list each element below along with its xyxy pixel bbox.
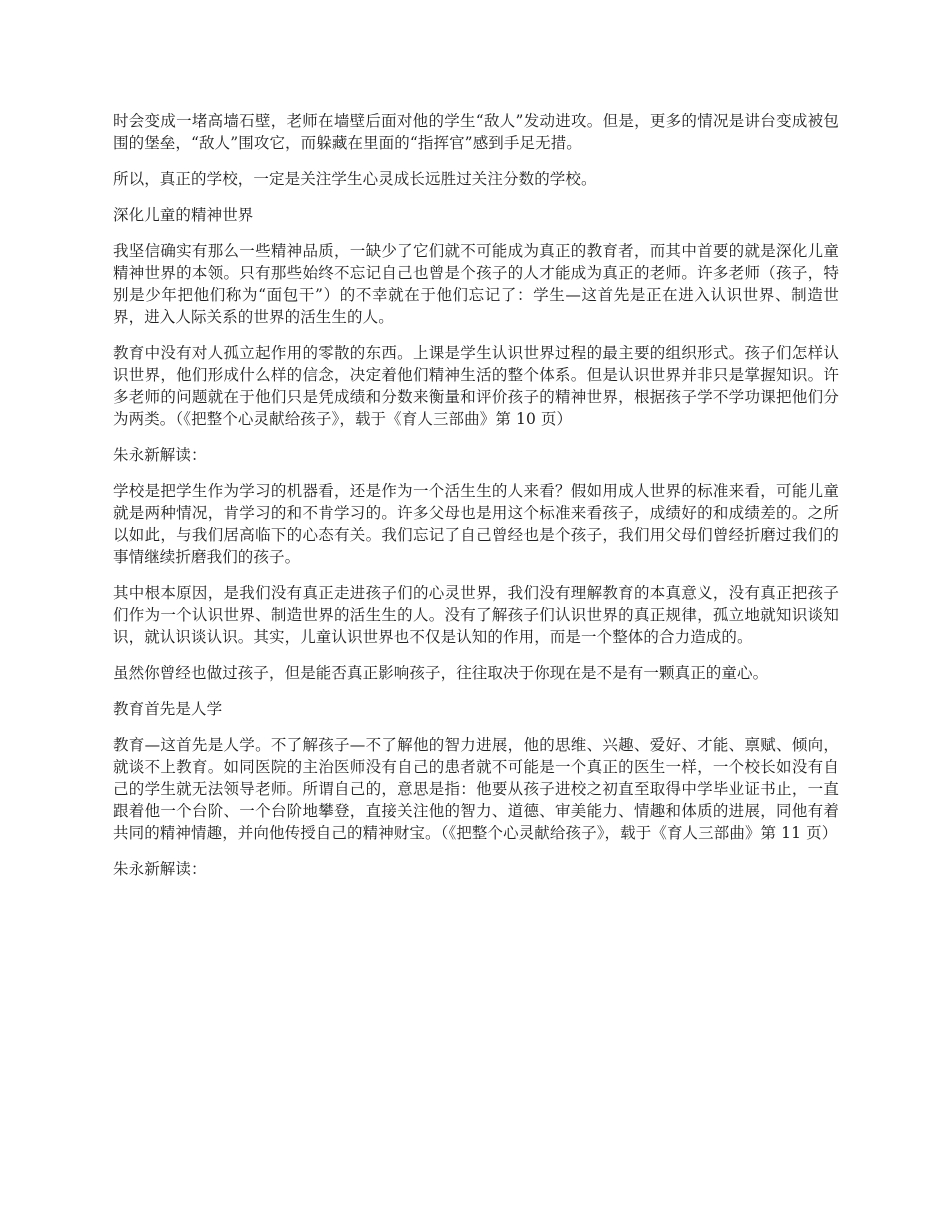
paragraph-interpretation-1c: 虽然你曾经也做过孩子，但是能否真正影响孩子，往往取决于你现在是不是有一颗真正的童心。 bbox=[113, 664, 769, 682]
section-heading-education-humanity: 教育首先是人学 bbox=[113, 700, 223, 718]
section-heading-deepen-spiritual-world: 深化儿童的精神世界 bbox=[113, 206, 254, 224]
paragraph-quote-2: 教育—这首先是人学。不了解孩子—不了解他的智力进展，他的思维、兴趣、爱好、才能、禀赋、倾向，就谈不上教育。如同医院的主治医师没有自己的患者就不可能是一个真正的医生一样，一个校长如没有自己的学生就无法领导老师。所谓自己的，意思是指：他要从孩子进校之初直至取得中学毕业证书止，一直跟着他一个台阶、一个台阶地攀登，直接关注他的智力、道德、审美能力、情趣和体质的进展，同他有着共同的精神情趣，并向他传授自己的精神财宝。（《把整个心灵献给孩子》，载于《育人三部曲》第 11 页） bbox=[113, 736, 839, 842]
interpretation-label-2: 朱永新解读： bbox=[113, 860, 207, 878]
paragraph-interpretation-1b: 其中根本原因，是我们没有真正走进孩子们的心灵世界，我们没有理解教育的本真意义，没有真正把孩子们作为一个认识世界、制造世界的活生生的人。没有了解孩子们认识世界的真正规律，孤立地就知识谈知识，就认识谈认识。其实，儿童认识世界也不仅是认知的作用，而是一个整体的合力造成的。 bbox=[113, 584, 839, 646]
paragraph-quote-1a: 我坚信确实有那么一些精神品质，一缺少了它们就不可能成为真正的教育者，而其中首要的就是深化儿童精神世界的本领。只有那些始终不忘记自己也曾是个孩子的人才能成为真正的老师。许多老师（孩子，特别是少年把他们称为“面包干”）的不幸就在于他们忘记了：学生—这首先是正在进入认识世界、制造世界，进入人际关系的世界的活生生的人。 bbox=[113, 242, 839, 326]
document-body bbox=[113, 110, 839, 894]
paragraph-conclusion: 所以，真正的学校，一定是关注学生心灵成长远胜过关注分数的学校。 bbox=[113, 170, 597, 188]
interpretation-label-1: 朱永新解读： bbox=[113, 446, 207, 464]
paragraph-continuation: 时会变成一堵高墙石壁，老师在墙壁后面对他的学生“敌人”发动进攻。但是，更多的情况是讲台变成被包围的堡垒，“敌人”围攻它，而躲藏在里面的“指挥官”感到手足无措。 bbox=[113, 112, 839, 152]
paragraph-quote-1b: 教育中没有对人孤立起作用的零散的东西。上课是学生认识世界过程的最主要的组织形式。孩子们怎样认识世界，他们形成什么样的信念，决定着他们精神生活的整个体系。但是认识世界并非只是掌握知识。许多老师的问题就在于他们只是凭成绩和分数来衡量和评价孩子的精神世界，根据孩子学不学功课把他们分为两类。（《把整个心灵献给孩子》，载于《育人三部曲》第 10 页） bbox=[113, 344, 839, 428]
paragraph-interpretation-1a: 学校是把学生作为学习的机器看，还是作为一个活生生的人来看？假如用成人世界的标准来看，可能儿童就是两种情况，肯学习的和不肯学习的。许多父母也是用这个标准来看孩子，成绩好的和成绩差的。之所以如此，与我们居高临下的心态有关。我们忘记了自己曾经也是个孩子，我们用父母们曾经折磨过我们的事情继续折磨我们的孩子。 bbox=[113, 482, 839, 566]
